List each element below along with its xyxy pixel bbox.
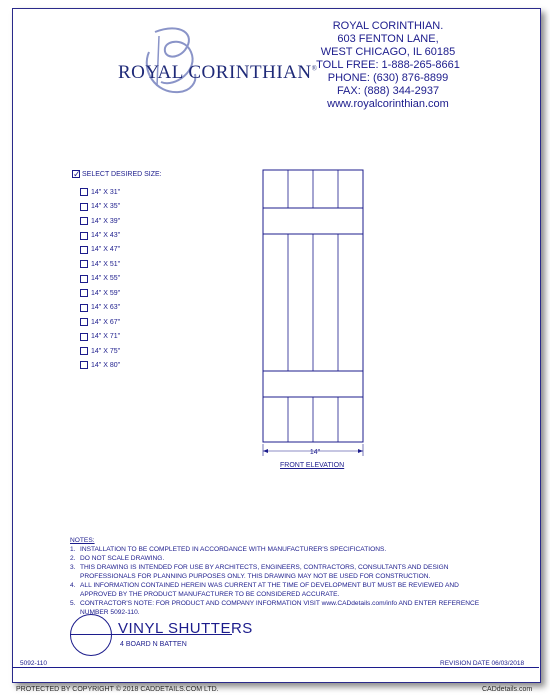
drawing-subtitle: 4 BOARD N BATTEN	[120, 641, 187, 648]
note-text: INSTALLATION TO BE COMPLETED IN ACCORDANCE WITH MANUFACTURER'S SPECIFICATIONS.	[80, 546, 387, 553]
checkbox-icon[interactable]	[80, 275, 88, 283]
note-item	[70, 545, 490, 554]
size-option[interactable]	[80, 315, 120, 329]
size-option-label: 14" X 71"	[91, 333, 121, 341]
size-option[interactable]	[80, 243, 120, 257]
copyright-text: PROTECTED BY COPYRIGHT © 2018 CADDETAILS.COM LTD.	[16, 686, 219, 693]
company-address-city: WEST CHICAGO, IL 60185	[320, 46, 456, 58]
checkbox-icon[interactable]	[80, 333, 88, 341]
note-item	[70, 599, 490, 617]
size-option[interactable]	[80, 199, 120, 213]
footer-divider	[12, 667, 539, 668]
company-website-link[interactable]: www.royalcorinthian.com	[327, 98, 449, 110]
size-option-label: 14" X 80"	[91, 361, 121, 369]
checkbox-icon[interactable]	[80, 318, 88, 326]
checkbox-icon[interactable]	[80, 347, 88, 355]
size-option-label: 14" X 39"	[91, 217, 121, 225]
checkbox-icon[interactable]	[80, 246, 88, 254]
size-option[interactable]	[80, 228, 120, 242]
dimension-arrow-left-icon	[263, 449, 268, 453]
size-option-label: 14" X 59"	[91, 289, 121, 297]
company-name: ROYAL CORINTHIAN.	[332, 20, 444, 32]
size-option-label: 14" X 51"	[91, 260, 121, 268]
size-option-label: 14" X 67"	[91, 318, 121, 326]
size-option[interactable]	[80, 358, 120, 372]
size-selector-title	[72, 169, 162, 178]
note-text: ALL INFORMATION CONTAINED HEREIN WAS CURRENT AT THE TIME OF DEVELOPMENT BUT MUST BE REVIEWED AND APPROVED BY THE PRODUCT MANUFACTURER TO BE CONSIDERED ACCURATE.	[80, 582, 459, 598]
size-options-list	[80, 185, 120, 373]
dimension-arrow-right-icon	[358, 449, 363, 453]
note-item	[70, 581, 490, 599]
drawing-title: VINYL SHUTTERS	[118, 620, 253, 637]
company-phone: PHONE: (630) 876-8899	[327, 72, 449, 84]
size-option[interactable]	[80, 329, 120, 343]
notes-list	[70, 545, 490, 617]
note-item	[70, 554, 490, 563]
checked-checkbox-icon: ✓	[73, 169, 81, 179]
bottom-batten	[263, 371, 363, 397]
revision-date: REVISION DATE 06/03/2018	[440, 660, 525, 667]
note-text: DO NOT SCALE DRAWING.	[80, 555, 165, 562]
size-selector-label: SELECT DESIRED SIZE:	[82, 171, 162, 178]
size-option-label: 14" X 31"	[91, 188, 121, 196]
note-number: 1.	[70, 546, 76, 553]
size-option-label: 14" X 35"	[91, 203, 121, 211]
front-elevation-label: FRONT ELEVATION	[280, 462, 345, 469]
registered-mark: ®	[311, 64, 318, 73]
size-option-label: 14" X 43"	[91, 232, 121, 240]
company-address-street: 603 FENTON LANE,	[337, 33, 439, 45]
size-option[interactable]	[80, 272, 120, 286]
notes-header: NOTES:	[70, 537, 95, 544]
checkbox-icon[interactable]	[80, 361, 88, 369]
size-option[interactable]	[80, 185, 120, 199]
note-item	[70, 563, 490, 581]
logo-text: ROYAL CORINTHIAN	[118, 62, 312, 83]
title-circle-icon	[70, 614, 112, 656]
caddetails-link[interactable]: CADdetails.com	[482, 686, 533, 693]
checkbox-icon[interactable]	[80, 260, 88, 268]
checkbox-icon[interactable]	[80, 203, 88, 211]
checkbox-icon[interactable]	[80, 217, 88, 225]
note-text: THIS DRAWING IS INTENDED FOR USE BY ARCHITECTS, ENGINEERS, CONTRACTORS, CONSULTANTS AND DESIGN PROFESSIONALS FOR PLANNING PURPOSES ONLY. THIS DRAWING MAY NOT BE USED FOR CONSTRUCTION.	[80, 564, 449, 580]
company-info	[298, 20, 478, 111]
note-text: CONTRACTOR'S NOTE: FOR PRODUCT AND COMPANY INFORMATION VISIT www.CADdetails.com/info AND ENTER REFERENCE NUMBER 5092-110.	[80, 600, 480, 616]
size-option-label: 14" X 47"	[91, 246, 121, 254]
notes-section	[70, 536, 490, 617]
checkbox-icon[interactable]	[80, 304, 88, 312]
size-option[interactable]	[80, 257, 120, 271]
checkbox-icon[interactable]	[80, 232, 88, 240]
company-fax: FAX: (888) 344-2937	[336, 85, 440, 97]
reference-number: 5092-110	[20, 660, 47, 667]
note-number: 3.	[70, 564, 76, 571]
size-option[interactable]	[80, 344, 120, 358]
size-option-label: 14" X 55"	[91, 275, 121, 283]
checkbox-icon[interactable]	[80, 188, 88, 196]
size-option-label: 14" X 63"	[91, 304, 121, 312]
note-number: 4.	[70, 582, 76, 589]
size-option[interactable]	[80, 301, 120, 315]
note-number: 2.	[70, 555, 76, 562]
size-option[interactable]	[80, 286, 120, 300]
company-logo	[118, 62, 317, 84]
checkbox-icon[interactable]	[80, 289, 88, 297]
top-batten	[263, 208, 363, 234]
size-option[interactable]	[80, 214, 120, 228]
width-dimension-label: 14"	[309, 449, 321, 456]
size-option-label: 14" X 75"	[91, 347, 121, 355]
company-toll-free: TOLL FREE: 1-888-265-8661	[316, 59, 460, 71]
front-elevation-drawing	[255, 166, 375, 466]
note-number: 5.	[70, 600, 76, 607]
